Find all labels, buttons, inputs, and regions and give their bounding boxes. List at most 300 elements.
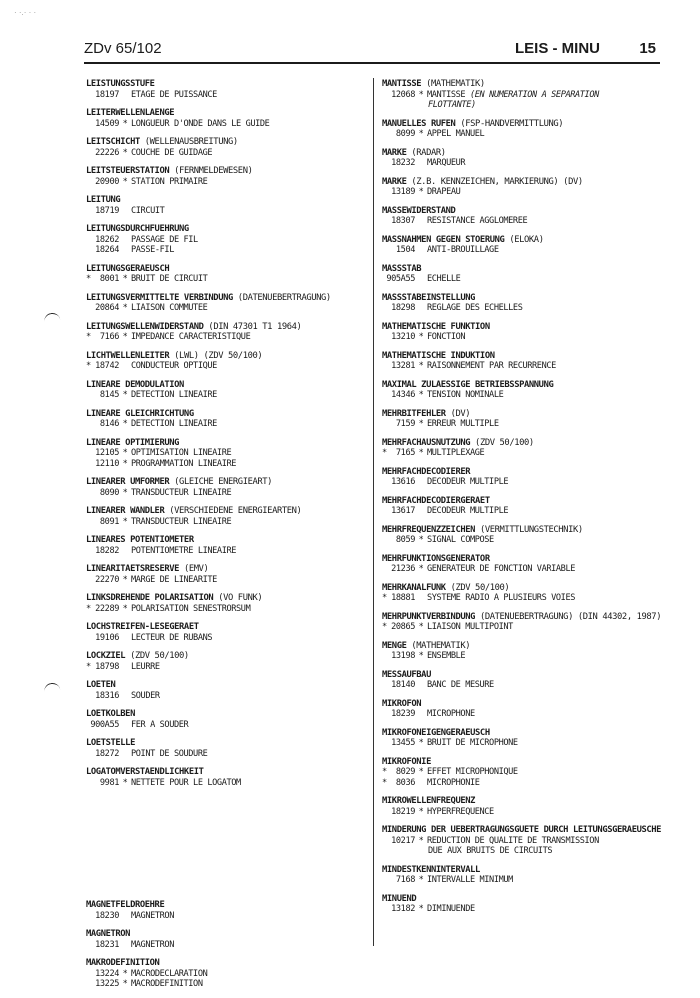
dictionary-entry	[382, 79, 668, 111]
translation-line	[382, 622, 668, 633]
translation-line	[86, 720, 372, 731]
translation-line	[86, 778, 372, 789]
asterisk-marker: *	[382, 448, 387, 458]
entry-headword	[86, 535, 372, 546]
document-id: ZDv 65/102	[84, 40, 162, 57]
term-number: 12068	[391, 89, 415, 100]
translation-line	[86, 633, 372, 644]
term-number: 22289	[95, 603, 119, 614]
asterisk-marker: *	[418, 806, 424, 817]
translation-line	[382, 709, 668, 720]
headword-text: MARKE	[382, 147, 407, 158]
translation-line	[86, 749, 372, 760]
entry-headword	[86, 506, 372, 517]
asterisk-marker: *	[122, 176, 128, 187]
dictionary-entry	[86, 409, 372, 430]
french-translation: MACRODECLARATION	[131, 968, 208, 979]
dictionary-entry	[86, 477, 372, 498]
dictionary-entry	[382, 865, 668, 886]
translation-line	[86, 361, 372, 372]
dictionary-entry	[86, 351, 372, 372]
french-translation: DETECTION LINEAIRE	[131, 419, 217, 429]
term-number: 8059	[395, 535, 415, 545]
headword-text: LINEARITAETSRESERVE	[86, 564, 180, 574]
headword-text: MIKROFONIE	[382, 756, 431, 767]
headword-note: (RADAR)	[411, 147, 446, 158]
dictionary-entry	[86, 224, 372, 256]
dictionary-entry	[86, 380, 372, 401]
headword-text: MAXIMAL ZULAESSIGE BETRIEBSSPANNUNG	[382, 379, 554, 390]
asterisk-marker: *	[418, 390, 424, 400]
translation-line	[86, 604, 372, 615]
asterisk-marker: *	[122, 968, 128, 979]
headword-text: MESSAUFBAU	[382, 669, 431, 680]
translation-line	[382, 129, 668, 140]
headword-text: MAKRODEFINITION	[86, 958, 160, 968]
headword-text: LEITUNGSWELLENWIDERSTAND	[86, 321, 204, 332]
dictionary-entry	[86, 680, 372, 701]
headword-text: MEHRFACHAUSNUTZUNG	[382, 437, 471, 448]
dictionary-entry	[382, 670, 668, 691]
translation-line	[86, 419, 372, 430]
term-number: 20865	[391, 622, 415, 632]
asterisk-marker: *	[418, 361, 424, 371]
headword-text: LINEARER WANDLER	[86, 506, 165, 516]
term-number: 18719	[95, 205, 119, 216]
entry-headword	[382, 380, 668, 391]
term-number: 1504	[395, 245, 415, 255]
translation-line	[86, 245, 372, 256]
asterisk-marker: *	[86, 332, 91, 342]
asterisk-marker: *	[418, 332, 424, 342]
asterisk-marker: *	[418, 564, 424, 574]
entry-headword	[86, 651, 372, 662]
headword-note: (MATHEMATIK)	[426, 79, 485, 89]
headword-note: (EMV)	[183, 564, 209, 574]
asterisk-marker: *	[122, 332, 128, 342]
headword-note: (FERNMELDEWESEN)	[174, 166, 253, 176]
french-translation: LECTEUR DE RUBANS	[131, 632, 213, 643]
entry-headword	[382, 894, 668, 905]
asterisk-marker: *	[418, 187, 424, 197]
entry-headword	[382, 467, 668, 478]
term-number: 18140	[391, 680, 415, 690]
term-number: 18742	[95, 361, 119, 371]
translation-line	[86, 575, 372, 586]
entry-headword	[382, 322, 668, 333]
asterisk-marker: *	[418, 89, 424, 100]
entry-headword	[382, 825, 668, 836]
dictionary-entry	[86, 506, 372, 527]
translation-line	[86, 940, 372, 951]
french-translation: COUCHE DE GUIDAGE	[131, 147, 213, 158]
right-column	[382, 79, 668, 923]
asterisk-marker: *	[122, 458, 128, 469]
asterisk-marker: *	[122, 574, 128, 585]
dictionary-entry	[86, 438, 372, 470]
entry-headword	[382, 409, 668, 420]
headword-text: LOETKOLBEN	[86, 709, 135, 719]
french-translation: BANC DE MESURE	[427, 680, 494, 690]
headword-text: MAGNETFELDROEHRE	[86, 900, 165, 910]
translation-line	[382, 332, 668, 343]
french-translation: POINT DE SOUDURE	[131, 748, 208, 759]
asterisk-marker: *	[418, 875, 424, 885]
dictionary-entry	[86, 535, 372, 556]
headword-note: (LWL) (ZDV 50/100)	[174, 350, 263, 361]
dictionary-entry	[382, 119, 668, 140]
dictionary-entry	[86, 293, 372, 314]
asterisk-marker: *	[122, 419, 128, 429]
dictionary-entry	[382, 796, 668, 817]
translation-line	[382, 836, 668, 847]
entry-headword	[86, 622, 372, 633]
entry-headword	[382, 612, 668, 623]
headword-text: MANTISSE	[382, 79, 422, 89]
translation-line	[382, 535, 668, 546]
french-translation: BRUIT DE CIRCUIT	[131, 274, 208, 284]
french-translation: DETECTION LINEAIRE	[131, 390, 217, 400]
headword-text: MIKROWELLENFREQUENZ	[382, 796, 476, 806]
translation-line	[86, 235, 372, 246]
headword-text: LEITERWELLENLAENGE	[86, 108, 175, 118]
headword-note: (Z.B. KENNZEICHEN, MARKIERUNG) (DV)	[411, 176, 583, 187]
term-number: 14346	[391, 390, 415, 400]
left-column	[86, 79, 372, 998]
asterisk-marker: *	[418, 767, 424, 777]
translation-line	[382, 738, 668, 749]
term-number: 18232	[391, 158, 415, 168]
term-number: 20900	[95, 176, 119, 187]
entry-headword	[86, 767, 372, 778]
headword-note: (WELLENAUSBREITUNG)	[144, 137, 238, 147]
headword-note: (DIN 47301 T1 1964)	[208, 321, 302, 332]
headword-text: MIKROFONEIGENGERAEUSCH	[382, 727, 490, 738]
headword-note: (VERSCHIEDENE ENERGIEARTEN)	[169, 506, 302, 516]
french-translation: TRANSDUCTEUR LINEAIRE	[131, 516, 232, 527]
headword-note: (GLEICHE ENERGIEART)	[174, 477, 273, 487]
translation-line	[86, 662, 372, 673]
entry-headword	[86, 929, 372, 940]
entry-headword	[382, 119, 668, 130]
entry-headword	[86, 79, 372, 90]
term-number: 12110	[95, 458, 119, 469]
headword-text: MASSSTAB	[382, 263, 422, 274]
dictionary-entry	[86, 709, 372, 730]
french-translation: LIAISON MULTIPOINT	[427, 622, 513, 632]
headword-note: (DATENUEBERTRAGUNG) (DIN 44302, 1987)	[479, 611, 662, 622]
french-translation: BRUIT DE MICROPHONE	[427, 738, 518, 748]
headword-text: MASSEWIDERSTAND	[382, 205, 456, 216]
headword-note: (VERMITTLUNGSTECHNIK)	[479, 524, 583, 535]
translation-line	[86, 517, 372, 528]
entry-headword	[382, 351, 668, 362]
headword-text: LINKSDREHENDE POLARISATION	[86, 593, 214, 603]
french-translation: ENSEMBLE	[427, 651, 466, 661]
translation-line	[382, 767, 668, 778]
entry-headword	[86, 680, 372, 691]
translation-continuation: DUE AUX BRUITS DE CIRCUITS	[428, 846, 553, 856]
asterisk-marker: *	[122, 603, 128, 614]
term-number: 18881	[391, 593, 415, 603]
french-translation: ANTI-BROUILLAGE	[427, 245, 499, 255]
translation-line	[382, 303, 668, 314]
term-number: 18262	[95, 234, 119, 245]
asterisk-marker: *	[418, 904, 424, 914]
translation-line	[86, 911, 372, 922]
headword-text: MASSSTABEINSTELLUNG	[382, 292, 476, 303]
translation-line	[86, 332, 372, 343]
dictionary-entry	[382, 380, 668, 401]
term-number: 13224	[95, 968, 119, 979]
headword-text: MIKROFON	[382, 698, 422, 709]
entry-headword	[86, 351, 372, 362]
term-number: 13225	[95, 979, 119, 989]
dictionary-entry	[382, 583, 668, 604]
french-translation: OPTIMISATION LINEAIRE	[131, 448, 232, 458]
translation-line	[382, 90, 668, 101]
dictionary-entry	[382, 322, 668, 343]
translation-line	[382, 216, 668, 227]
term-number: 8036	[395, 777, 415, 788]
asterisk-marker: *	[418, 651, 424, 661]
dictionary-entry	[382, 351, 668, 372]
french-translation: MARGE DE LINEARITE	[131, 574, 217, 585]
entry-headword	[86, 593, 372, 604]
entry-headword	[86, 738, 372, 749]
translation-line	[86, 206, 372, 217]
entry-headword	[382, 583, 668, 594]
term-number: 18264	[95, 245, 119, 255]
french-translation: CONDUCTEUR OPTIQUE	[131, 361, 217, 371]
dictionary-entry	[86, 564, 372, 585]
entry-headword	[86, 293, 372, 304]
translation-line	[382, 245, 668, 256]
french-translation: HYPERFREQUENCE	[427, 806, 494, 817]
asterisk-marker: *	[382, 622, 387, 632]
dictionary-entry	[86, 108, 372, 129]
french-translation: ETAGE DE PUISSANCE	[131, 89, 217, 100]
headword-text: MATHEMATISCHE INDUKTION	[382, 350, 495, 361]
term-number: 8145	[99, 390, 119, 400]
term-number: 13198	[391, 651, 415, 661]
headword-note: (ZDV 50/100)	[450, 582, 510, 593]
term-number: 13210	[391, 332, 415, 342]
translation-line	[86, 177, 372, 188]
asterisk-marker: *	[382, 767, 387, 777]
entry-headword	[382, 757, 668, 768]
headword-text: MEHRPUNKTVERBINDUNG	[382, 611, 476, 622]
margin-mark	[43, 682, 60, 695]
asterisk-marker: *	[418, 738, 424, 748]
term-number: 19106	[95, 632, 119, 643]
dictionary-entry	[86, 79, 372, 100]
asterisk-marker: *	[122, 303, 128, 313]
headword-text: LEITUNGSDURCHFUEHRUNG	[86, 224, 189, 234]
term-number: 13189	[391, 187, 415, 197]
dictionary-entry	[382, 293, 668, 314]
headword-text: LINEARER UMFORMER	[86, 477, 170, 487]
entry-headword	[382, 670, 668, 681]
translation-line	[382, 274, 668, 285]
entry-headword	[86, 438, 372, 449]
entry-headword	[382, 206, 668, 217]
entry-headword	[382, 79, 668, 90]
term-number: 18239	[391, 709, 415, 719]
translation-line	[382, 593, 668, 604]
headword-text: MINUEND	[382, 893, 417, 904]
headword-text: LINEARE GLEICHRICHTUNG	[86, 408, 194, 419]
term-number: 14509	[95, 118, 119, 129]
dictionary-entry	[86, 622, 372, 643]
headword-note: (ZDV 50/100)	[475, 437, 534, 448]
translation-line	[86, 691, 372, 702]
headword-text: LOGATOMVERSTAENDLICHKEIT	[86, 767, 204, 777]
term-number: 13455	[391, 738, 415, 748]
headword-text: MANUELLES RUFEN	[382, 118, 456, 129]
term-number: 13182	[391, 904, 415, 914]
entry-headword	[382, 796, 668, 807]
headword-text: LOETEN	[86, 680, 116, 690]
dictionary-entry	[382, 554, 668, 575]
asterisk-marker: *	[382, 593, 387, 603]
term-number: 18219	[391, 806, 415, 817]
french-translation: POTENTIOMETRE LINEAIRE	[131, 545, 237, 556]
french-translation: REGLAGE DES ECHELLES	[427, 303, 523, 313]
french-translation: POLARISATION SENESTRORSUM	[131, 603, 251, 614]
french-translation: FONCTION	[427, 332, 466, 342]
translation-line	[382, 778, 668, 789]
asterisk-marker: *	[418, 448, 424, 458]
headword-text: LINEARE OPTIMIERUNG	[86, 437, 180, 448]
entry-headword	[86, 380, 372, 391]
french-translation: PASSE-FIL	[131, 245, 174, 255]
headword-text: MARKE	[382, 176, 407, 187]
term-number: 10217	[391, 835, 415, 846]
term-number: 13616	[391, 477, 415, 487]
french-translation: DIMINUENDE	[427, 904, 475, 914]
headword-text: MEHRFACHDECODIERGERAET	[382, 495, 490, 506]
french-translation: MULTIPLEXAGE	[427, 448, 485, 458]
entry-headword	[382, 293, 668, 304]
headword-text: MEHRBITFEHLER	[382, 408, 446, 419]
term-number: 18798	[95, 661, 119, 672]
translation-line	[382, 807, 668, 818]
french-translation: MICROPHONE	[427, 709, 475, 719]
french-translation: MARQUEUR	[427, 158, 466, 168]
french-translation: TENSION NOMINALE	[427, 390, 504, 400]
term-number: 9981	[99, 777, 119, 788]
french-translation: RESISTANCE AGGLOMEREE	[427, 216, 528, 226]
dictionary-entry	[382, 206, 668, 227]
dictionary-entry	[86, 900, 372, 921]
translation-qualifier: (EN NUMERATION A SEPARATION	[469, 89, 599, 100]
translation-line	[382, 875, 668, 886]
term-number: 8099	[395, 129, 415, 139]
headword-text: MATHEMATISCHE FUNKTION	[382, 321, 490, 332]
entry-headword	[382, 438, 668, 449]
translation-line	[86, 303, 372, 314]
french-translation: GENERATEUR DE FONCTION VARIABLE	[427, 564, 575, 574]
french-translation: LONGUEUR D'ONDE DANS LE GUIDE	[131, 118, 270, 129]
entry-headword	[86, 477, 372, 488]
term-number: 13617	[391, 506, 415, 516]
dictionary-entry	[86, 322, 372, 343]
term-number: 900A55	[90, 719, 119, 730]
entry-headword	[86, 264, 372, 275]
term-number: 18298	[391, 303, 415, 313]
dictionary-entry	[382, 467, 668, 488]
asterisk-marker: *	[122, 118, 128, 129]
french-translation: MICROPHONIE	[427, 777, 480, 788]
translation-line	[86, 488, 372, 499]
translation-line	[382, 361, 668, 372]
headword-text: LEITUNGSGERAEUSCH	[86, 263, 170, 274]
entry-headword	[86, 166, 372, 177]
entry-headword	[86, 958, 372, 969]
entry-headword	[382, 554, 668, 565]
translation-line	[382, 506, 668, 517]
translation-line	[382, 448, 668, 459]
entry-headword	[382, 728, 668, 739]
asterisk-marker: *	[418, 622, 424, 632]
headword-text: MEHRFACHDECODIERER	[382, 466, 471, 477]
translation-line	[86, 969, 372, 980]
dictionary-entry	[382, 525, 668, 546]
headword-note: (ELOKA)	[509, 234, 544, 245]
asterisk-marker: *	[122, 147, 128, 158]
term-number: 18272	[95, 748, 119, 759]
french-translation: MAGNETRON	[131, 910, 174, 921]
headword-note: (MATHEMATIK)	[411, 640, 471, 651]
french-translation: SYSTEME RADIO A PLUSIEURS VOIES	[427, 593, 575, 603]
dictionary-entry	[86, 264, 372, 285]
headword-text: MEHRKANALFUNK	[382, 582, 446, 593]
term-number: 905A55	[386, 274, 415, 284]
french-translation: CIRCUIT	[131, 205, 165, 216]
dictionary-entry	[382, 148, 668, 169]
entry-headword	[86, 195, 372, 206]
french-translation: RAISONNEMENT PAR RECURRENCE	[427, 361, 556, 371]
entry-headword	[86, 108, 372, 119]
headword-text: LEITSTEUERSTATION	[86, 166, 170, 176]
french-translation: INTERVALLE MINIMUM	[427, 875, 513, 885]
headword-text: MENGE	[382, 640, 407, 651]
asterisk-marker: *	[418, 419, 424, 429]
translation-line	[382, 651, 668, 662]
translation-line	[86, 119, 372, 130]
translation-line	[382, 680, 668, 691]
entry-headword	[382, 148, 668, 159]
translation-line	[382, 904, 668, 915]
headword-text: LINEARES POTENTIOMETER	[86, 535, 194, 545]
headword-text: LINEARE DEMODULATION	[86, 379, 184, 390]
dictionary-entry	[382, 825, 668, 857]
asterisk-marker: *	[122, 516, 128, 527]
term-number: 7159	[395, 419, 415, 429]
term-number: 21236	[391, 564, 415, 574]
french-translation: MANTISSE	[427, 89, 466, 100]
dictionary-entry	[382, 757, 668, 789]
term-number: 8001	[99, 274, 119, 284]
headword-note: (FSP-HANDVERMITTLUNG)	[460, 118, 564, 129]
dictionary-entry	[382, 894, 668, 915]
french-translation: TRANSDUCTEUR LINEAIRE	[131, 487, 232, 498]
french-translation: SIGNAL COMPOSE	[427, 535, 494, 545]
headword-text: MINDERUNG DER UEBERTRAGUNGSGUETE DURCH LEITUNGSGERAEUSCHE	[382, 825, 662, 835]
headword-text: LEITUNGSVERMITTELTE VERBINDUNG	[86, 292, 233, 303]
headword-note: (VO FUNK)	[218, 593, 263, 603]
